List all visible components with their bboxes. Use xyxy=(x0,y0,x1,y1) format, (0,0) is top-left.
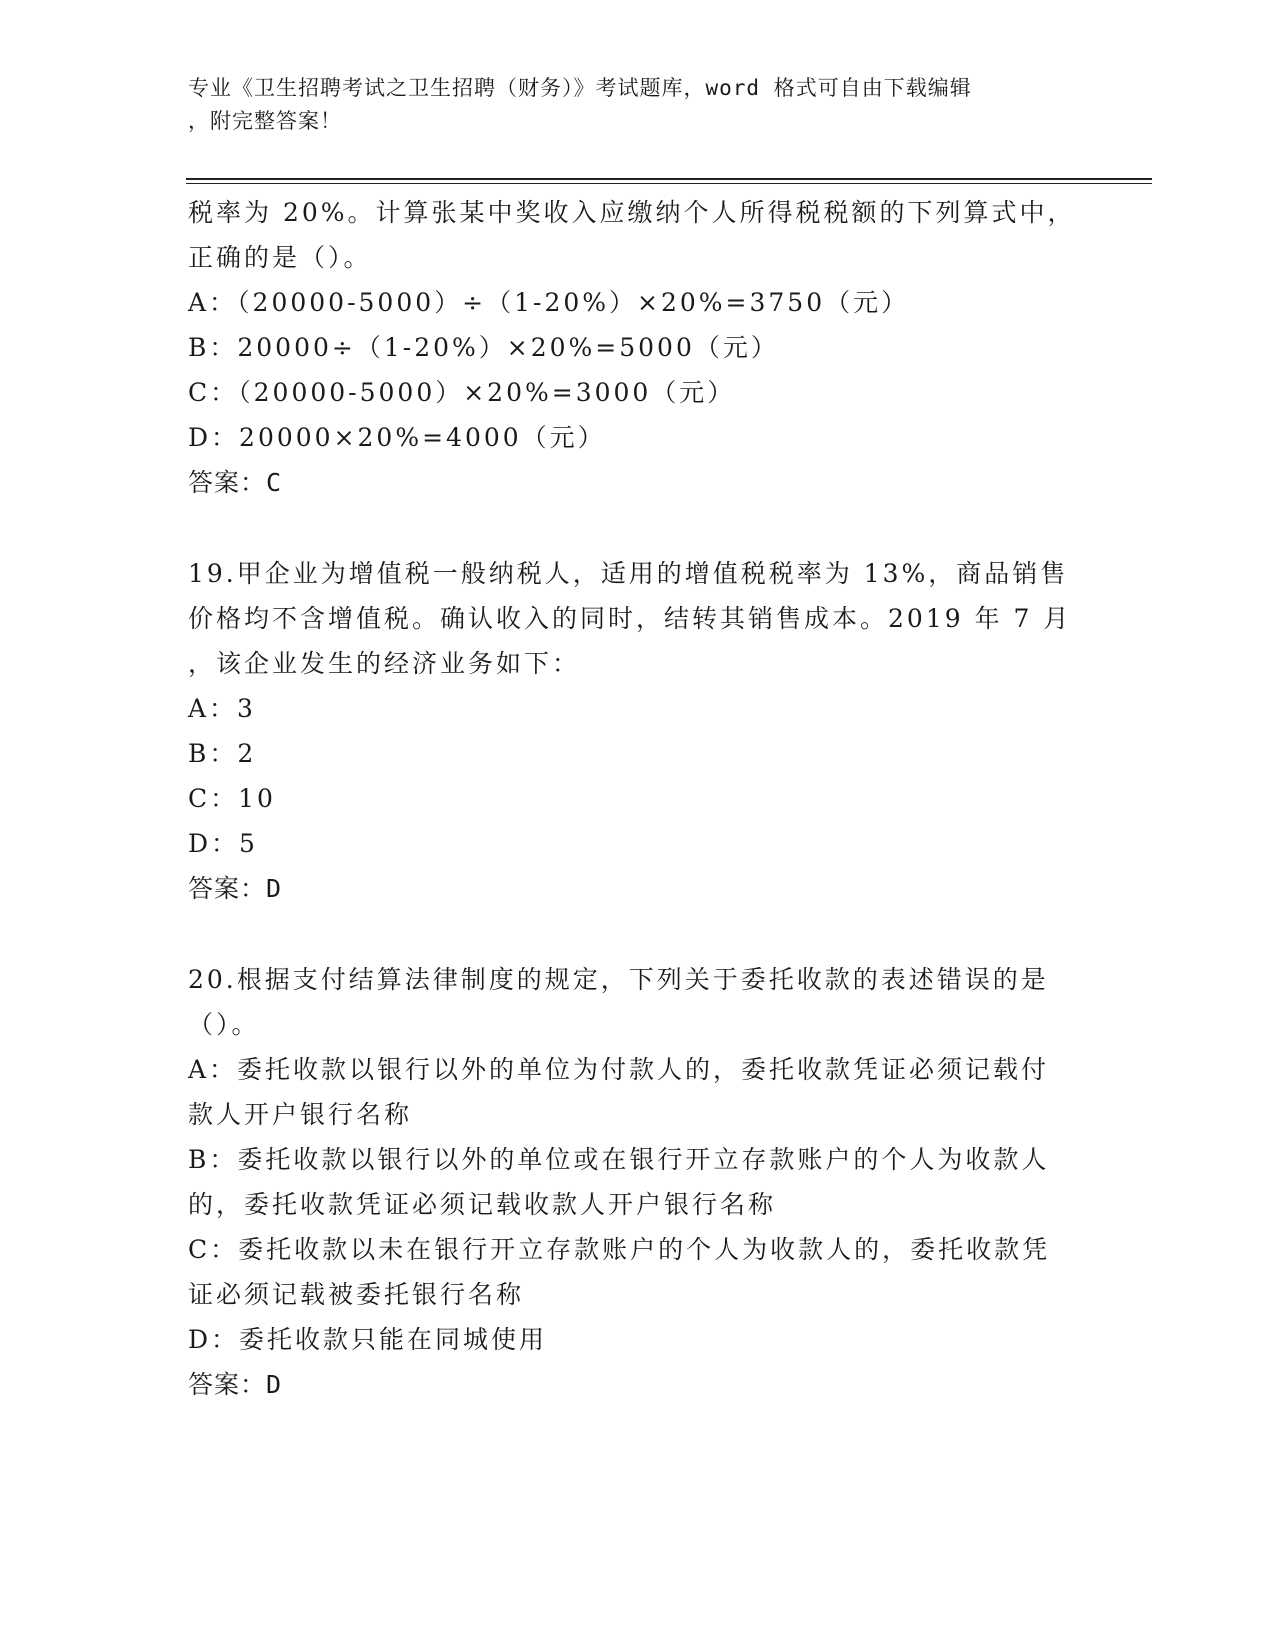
option-c-continued: 证必须记载被委托银行名称 xyxy=(188,1280,525,1309)
question-stem-line: 价格均不含增值税。确认收入的同时，结转其销售成本。2019 年 7 月 xyxy=(188,604,1072,633)
answer-label: 答案：C xyxy=(188,468,283,497)
option-c: C：10 xyxy=(188,784,276,813)
option-d: D：20000×20%=4000（元） xyxy=(188,423,606,452)
document-content xyxy=(188,190,1088,1407)
option-d: D：5 xyxy=(188,829,258,858)
option-b-continued: 的，委托收款凭证必须记载收款人开户银行名称 xyxy=(188,1190,777,1219)
header-line-1: 专业《卫生招聘考试之卫生招聘（财务）》考试题库，word 格式可自由下载编辑 xyxy=(188,76,972,100)
document-header xyxy=(188,72,1088,138)
option-b: B：20000÷（1-20%）×20%=5000（元） xyxy=(188,333,779,362)
question-19 xyxy=(188,551,1088,911)
option-a: A：委托收款以银行以外的单位为付款人的，委托收款凭证必须记载付 xyxy=(188,1055,1050,1084)
question-stem-line: 20.根据支付结算法律制度的规定，下列关于委托收款的表述错误的是 xyxy=(188,965,1049,994)
option-b: B：2 xyxy=(188,739,257,768)
question-spacer xyxy=(188,911,1088,957)
answer-label: 答案：D xyxy=(188,874,283,903)
option-a: A：3 xyxy=(188,694,256,723)
option-b: B：委托收款以银行以外的单位或在银行开立存款账户的个人为收款人 xyxy=(188,1145,1050,1174)
question-stem-line: 正确的是（）。 xyxy=(188,243,372,272)
option-d: D：委托收款只能在同城使用 xyxy=(188,1325,548,1354)
answer-label: 答案：D xyxy=(188,1370,283,1399)
option-a-continued: 款人开户银行名称 xyxy=(188,1100,413,1129)
question-stem-line: （）。 xyxy=(188,1010,260,1039)
header-divider-thick xyxy=(186,178,1152,180)
option-a: A：（20000-5000）÷（1-20%）×20%=3750（元） xyxy=(188,288,910,317)
option-c: C：（20000-5000）×20%=3000（元） xyxy=(188,378,736,407)
header-divider-thin xyxy=(186,183,1152,184)
header-line-2: ，附完整答案！ xyxy=(188,109,342,133)
question-spacer xyxy=(188,505,1088,551)
option-c: C：委托收款以未在银行开立存款账户的个人为收款人的，委托收款凭 xyxy=(188,1235,1051,1264)
question-stem-line: 19.甲企业为增值税一般纳税人，适用的增值税税率为 13%，商品销售 xyxy=(188,559,1069,588)
question-stem-line: ，该企业发生的经济业务如下： xyxy=(188,649,581,678)
question-18 xyxy=(188,190,1088,505)
question-20 xyxy=(188,957,1088,1407)
question-stem-line: 税率为 20%。计算张某中奖收入应缴纳个人所得税税额的下列算式中， xyxy=(188,198,1076,227)
